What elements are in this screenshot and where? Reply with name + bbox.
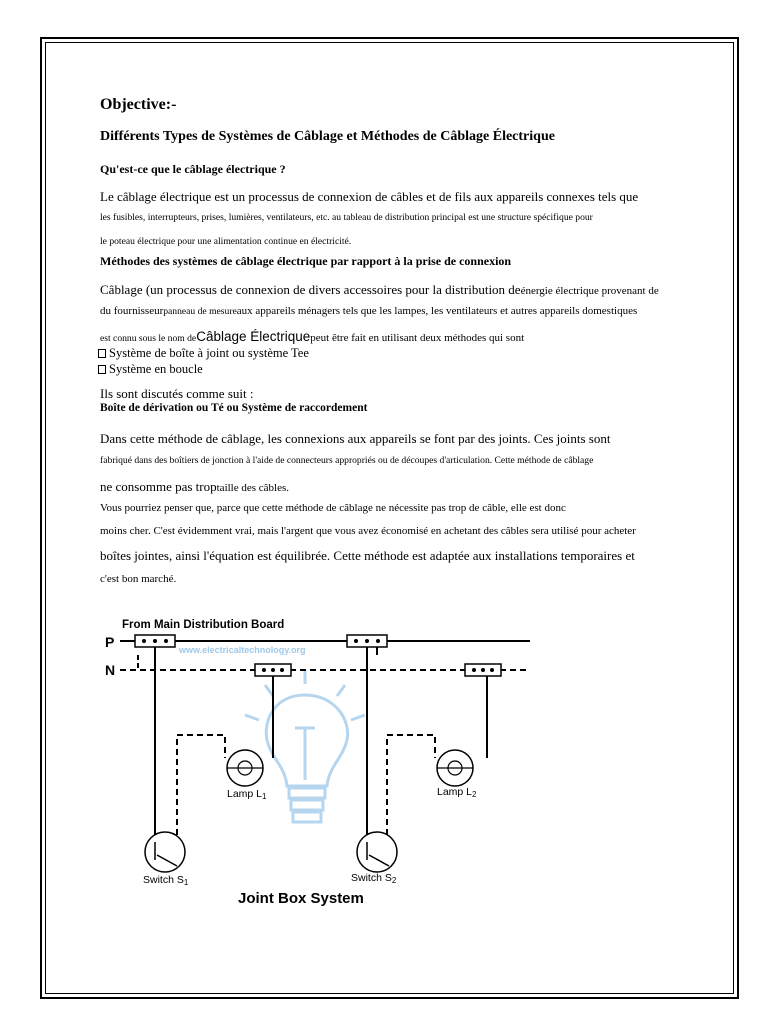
objective-heading: Objective:-: [100, 96, 177, 113]
lamp-l1-icon: [227, 750, 263, 786]
page-title: Différents Types de Systèmes de Câblage et Méthodes de Câblage Électrique: [100, 129, 555, 144]
para4-line4: c'est bon marché.: [100, 573, 177, 585]
para2-line3-b: Câblage Électrique: [196, 329, 311, 344]
question-heading: Qu'est-ce que le câblage électrique ?: [100, 162, 286, 176]
bullet-item-1: [98, 347, 309, 360]
para4-line2: moins cher. C'est évidemment vrai, mais l'argent que vous avez économisé en achetant des câbles sera utilisé pour acheter: [100, 525, 636, 537]
joint-box-p1: [135, 635, 175, 647]
para2-line2: [100, 306, 637, 317]
para3-line2: fabriqué dans des boîtiers de jonction à l'aide de connecteurs appropriés ou de découpes d'articulation. Cette méthode de câblage: [100, 455, 594, 466]
methods-heading: Méthodes des systèmes de câblage électrique par rapport à la prise de connexion: [100, 254, 512, 268]
switch-s2-subscript: 2: [391, 876, 397, 885]
para2-line3-c: peut être fait en utilisant deux méthodes qui sont: [310, 332, 525, 344]
joint-box-n2: [465, 664, 501, 676]
lamp-l1-label: [227, 788, 267, 801]
bullet-item-1-label: Système de boîte à joint ou système Tee: [109, 346, 309, 360]
lamp-l2-icon: [437, 750, 473, 786]
para2-line3-a: est connu sous le nom de: [100, 333, 197, 344]
para4-line3: boîtes jointes, ainsi l'équation est équilibrée. Cette méthode est adaptée aux installations temporaires et: [100, 548, 635, 563]
switch-s1-text: Switch S: [143, 874, 184, 886]
para2-line2-a: du fournisseur: [100, 305, 164, 317]
para1-line2: les fusibles, interrupteurs, prises, lumières, ventilateurs, etc. au tableau de distribution principal est une structure spécifique pour: [100, 212, 593, 223]
para1-line1: Le câblage électrique est un processus de connexion de câbles et de fils aux appareils connexes tels que: [100, 189, 639, 204]
checkbox-bullet-icon: [98, 365, 106, 374]
phase-label: P: [105, 634, 115, 650]
checkbox-bullet-icon: [98, 349, 106, 358]
joint-box-p2: [347, 635, 387, 647]
bullet-item-2: [98, 363, 203, 376]
lamp-l2-text: Lamp L: [437, 786, 473, 798]
switch-s2-text: Switch S: [351, 872, 392, 884]
switch-s1-icon: [145, 832, 185, 872]
para3-line3: [100, 480, 289, 494]
lamp-l1-subscript: 1: [262, 792, 267, 801]
switch-s1-label: [143, 874, 189, 887]
para3-line3-b: taille des câbles.: [216, 482, 290, 494]
discussed-line: Ils sont discutés comme suit :: [100, 386, 254, 401]
para4-line1: Vous pourriez penser que, parce que cette méthode de câblage ne nécessite pas trop de câble, elle est donc: [100, 502, 566, 514]
board-label: From Main Distribution Board: [122, 619, 285, 631]
diagram-caption: Joint Box System: [238, 890, 364, 907]
para2-line1: [100, 283, 659, 297]
joint-box-n1: [255, 664, 291, 676]
para2-line1-b: énergie électrique provenant de: [520, 285, 659, 297]
switch-s2-icon: [357, 832, 397, 872]
watermark-text: www.electricaltechnology.org: [179, 645, 306, 655]
neutral-label: N: [105, 662, 116, 678]
para2-line1-a: Câblage (un processus de connexion de divers accessoires pour la distribution de: [100, 282, 521, 297]
para2-line3: [100, 330, 524, 344]
lamp-l2-label: [437, 786, 477, 799]
joint-box-diagram: [95, 610, 545, 910]
para3-line1: Dans cette méthode de câblage, les connexions aux appareils se font par des joints. Ces joints sont: [100, 431, 611, 446]
switch-s1-subscript: 1: [183, 878, 189, 887]
lamp-l1-text: Lamp L: [227, 788, 263, 800]
para2-line2-b: panneau de mesure: [163, 306, 237, 317]
para1-line3: le poteau électrique pour une alimentation continue en électricité.: [100, 236, 352, 247]
para2-line2-c: aux appareils ménagers tels que les lampes, les ventilateurs et autres appareils domestiques: [236, 305, 638, 317]
bullet-item-2-label: Système en boucle: [109, 362, 203, 376]
para3-line3-a: ne consomme pas trop: [100, 479, 217, 494]
joint-box-heading: Boîte de dérivation ou Té ou Système de raccordement: [100, 402, 368, 414]
switch-s2-label: [351, 872, 397, 885]
lamp-l2-subscript: 2: [472, 790, 477, 799]
